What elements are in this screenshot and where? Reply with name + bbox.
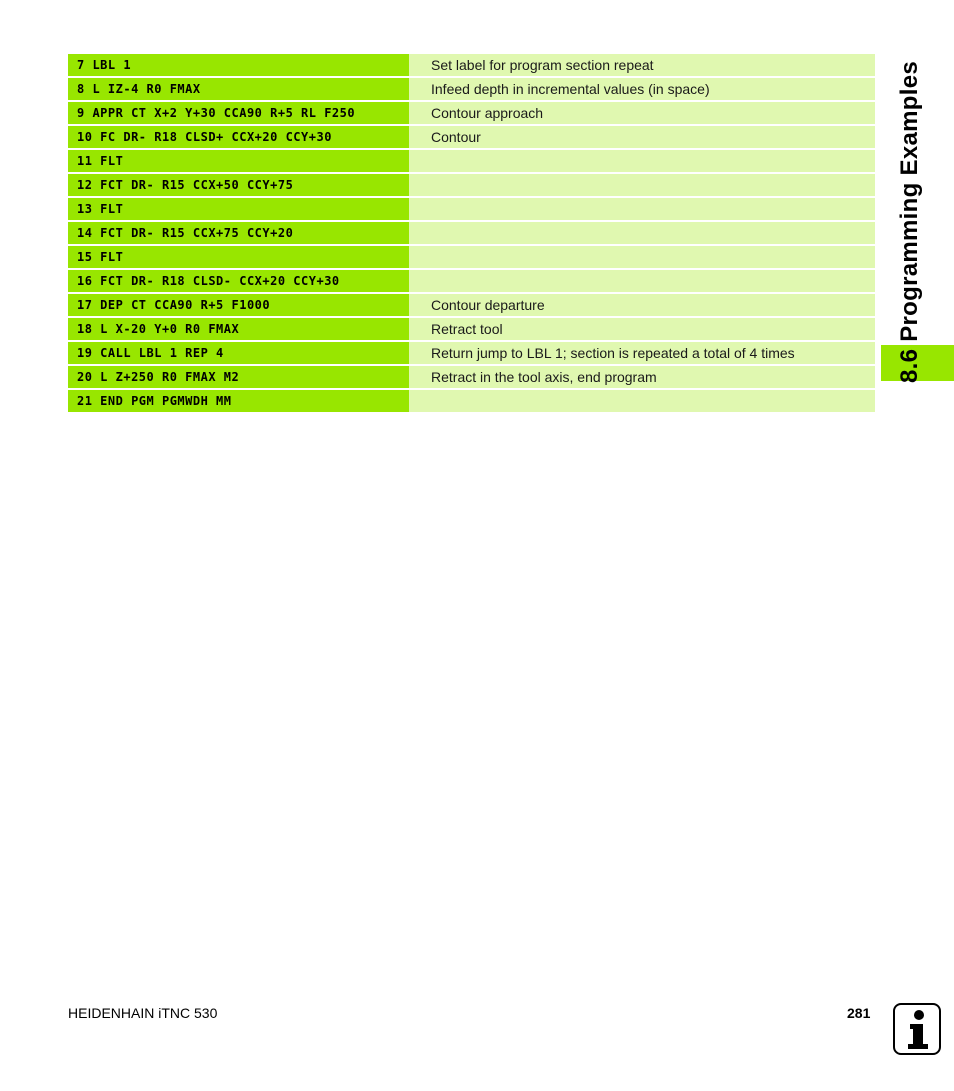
program-row	[68, 54, 875, 76]
nc-code-cell: 8 L IZ-4 R0 FMAX	[68, 78, 409, 100]
nc-code-cell: 15 FLT	[68, 246, 409, 268]
program-row	[68, 102, 875, 124]
program-row	[68, 222, 875, 244]
program-row	[68, 318, 875, 340]
nc-code-cell: 13 FLT	[68, 198, 409, 220]
description-cell: Retract in the tool axis, end program	[409, 366, 875, 388]
description-cell: Contour departure	[409, 294, 875, 316]
footer-page-number: 281	[847, 1005, 871, 1021]
nc-code-cell: 21 END PGM PGMWDH MM	[68, 390, 409, 412]
program-row	[68, 78, 875, 100]
program-listing-table	[68, 54, 875, 414]
description-cell	[409, 270, 875, 292]
program-row	[68, 294, 875, 316]
nc-code-cell: 16 FCT DR- R18 CLSD- CCX+20 CCY+30	[68, 270, 409, 292]
description-cell: Contour	[409, 126, 875, 148]
program-row	[68, 198, 875, 220]
footer-product-name: HEIDENHAIN iTNC 530	[68, 1005, 218, 1021]
nc-code-cell: 19 CALL LBL 1 REP 4	[68, 342, 409, 364]
info-icon	[893, 1003, 941, 1055]
description-cell: Infeed depth in incremental values (in space)	[409, 78, 875, 100]
program-row	[68, 174, 875, 196]
description-cell: Return jump to LBL 1; section is repeated a total of 4 times	[409, 342, 875, 364]
nc-code-cell: 18 L X-20 Y+0 R0 FMAX	[68, 318, 409, 340]
program-row	[68, 342, 875, 364]
description-cell	[409, 222, 875, 244]
program-row	[68, 150, 875, 172]
program-row	[68, 246, 875, 268]
nc-code-cell: 12 FCT DR- R15 CCX+50 CCY+75	[68, 174, 409, 196]
description-cell: Contour approach	[409, 102, 875, 124]
program-row	[68, 366, 875, 388]
nc-code-cell: 11 FLT	[68, 150, 409, 172]
info-icon-glyph	[895, 1005, 939, 1053]
nc-code-cell: 17 DEP CT CCA90 R+5 F1000	[68, 294, 409, 316]
program-row	[68, 270, 875, 292]
description-cell: Retract tool	[409, 318, 875, 340]
description-cell	[409, 150, 875, 172]
nc-code-cell: 20 L Z+250 R0 FMAX M2	[68, 366, 409, 388]
chapter-section-title: 8.6 Programming Examples	[896, 61, 923, 383]
nc-code-cell: 7 LBL 1	[68, 54, 409, 76]
nc-code-cell: 10 FC DR- R18 CLSD+ CCX+20 CCY+30	[68, 126, 409, 148]
nc-code-cell: 14 FCT DR- R15 CCX+75 CCY+20	[68, 222, 409, 244]
program-row	[68, 390, 875, 412]
description-cell	[409, 390, 875, 412]
description-cell	[409, 246, 875, 268]
description-cell	[409, 174, 875, 196]
description-cell	[409, 198, 875, 220]
program-row	[68, 126, 875, 148]
description-cell: Set label for program section repeat	[409, 54, 875, 76]
nc-code-cell: 9 APPR CT X+2 Y+30 CCA90 R+5 RL F250	[68, 102, 409, 124]
